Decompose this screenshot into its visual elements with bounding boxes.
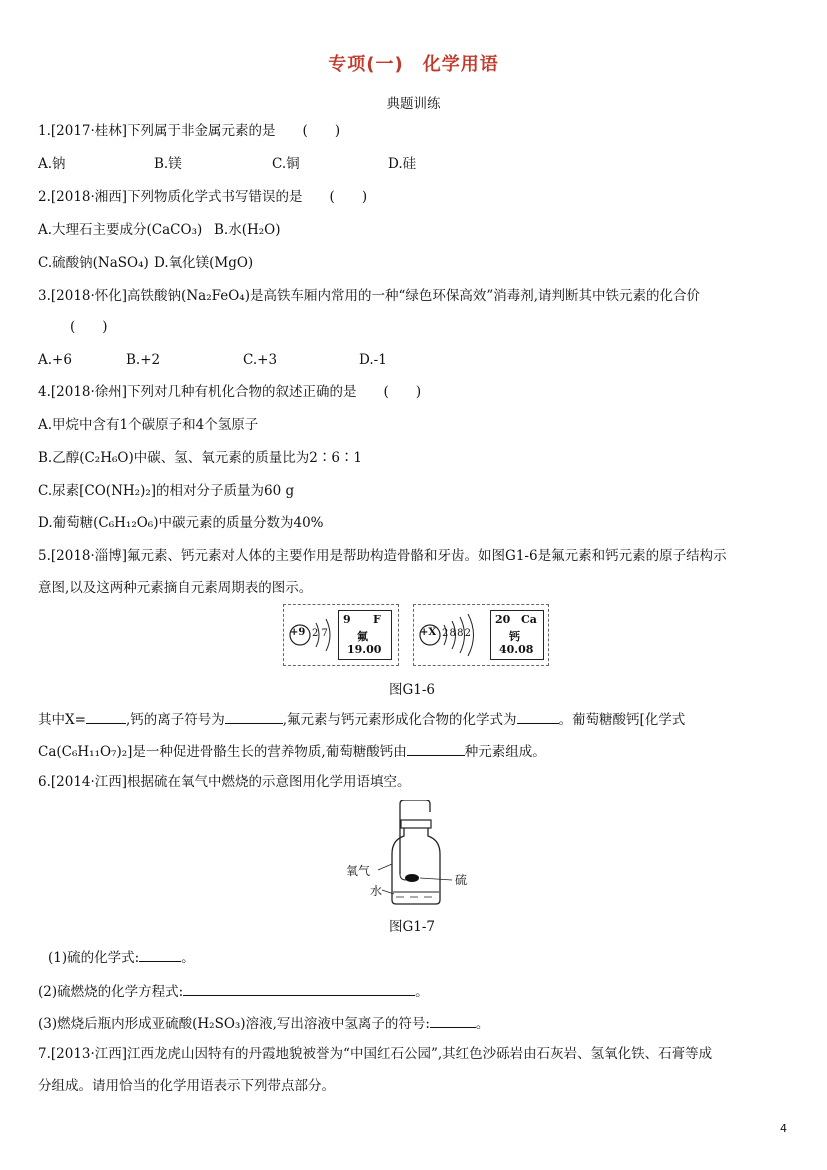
q6-blank-3[interactable] xyxy=(430,1013,476,1028)
q1-option-b: B.镁 xyxy=(154,156,182,172)
q5-text-c: ,氟元素与钙元素形成化合物的化学式为 xyxy=(282,712,517,728)
q2-option-d: D.氧化镁(MgO) xyxy=(154,255,254,271)
fluorine-periodic-cell xyxy=(338,610,392,660)
q4-option-d: D.葡萄糖(C₆H₁₂O₆)中碳元素的质量分数为40% xyxy=(38,515,324,531)
q2-option-a: A.大理石主要成分(CaCO₃) xyxy=(38,222,203,238)
fluorine-mass: 19.00 xyxy=(347,643,382,656)
q5-blank-ion[interactable] xyxy=(225,709,283,724)
q1-option-c: C.铜 xyxy=(272,156,300,172)
fluorine-number: 9 xyxy=(343,613,351,626)
q5-blank-elements[interactable] xyxy=(407,741,465,756)
calcium-name: 钙 xyxy=(509,630,520,643)
q5-blank-formula[interactable] xyxy=(517,709,559,724)
q7-stem-line2: 分组成。请用恰当的化学用语表示下列带点部分。 xyxy=(38,1078,335,1094)
calcium-periodic-cell xyxy=(490,610,544,660)
q5-text-d: 。葡萄糖酸钙[化学式 xyxy=(558,712,686,728)
figure-g1-7-caption: 图G1-7 xyxy=(389,919,436,935)
q6-sub3-end: 。 xyxy=(475,1016,490,1032)
q5-text-e: Ca(C₆H₁₁O₇)₂]是一种促进骨骼生长的营养物质,葡萄糖酸钙由 xyxy=(38,744,407,760)
label-sulfur: 硫 xyxy=(455,873,468,887)
q1-option-d: D.硅 xyxy=(388,156,417,172)
label-water: 水 xyxy=(370,884,383,898)
q3-option-c: C.+3 xyxy=(243,352,278,368)
calcium-number: 20 xyxy=(495,613,511,626)
q6-sub2-text: (2)硫燃烧的化学方程式: xyxy=(38,984,184,1000)
q5-blank-x[interactable] xyxy=(86,709,126,724)
q4-option-b: B.乙醇(C₂H₆O)中碳、氢、氧元素的质量比为2∶6∶1 xyxy=(38,450,363,466)
figure-g1-6-caption: 图G1-6 xyxy=(389,682,436,698)
q2-option-b: B.水(H₂O) xyxy=(214,222,281,238)
q1-option-a: A.钠 xyxy=(38,156,66,172)
fluorine-shells: 2 7 xyxy=(312,628,328,639)
q5-text-b: ,钙的离子符号为 xyxy=(125,712,225,728)
q6-sub1-text: (1)硫的化学式: xyxy=(48,950,140,966)
q3-option-a: A.+6 xyxy=(38,352,72,368)
q4-option-c: C.尿素[CO(NH₂)₂]的相对分子质量为60 g xyxy=(38,483,295,499)
q5-stem-line2: 意图,以及这两种元素摘自元素周期表的图示。 xyxy=(38,580,313,596)
q6-stem: 6.[2014·江西]根据硫在氧气中燃烧的示意图用化学用语填空。 xyxy=(38,774,411,790)
q5-answer-line1 xyxy=(38,709,685,729)
q6-sub3 xyxy=(38,1013,489,1033)
fluorine-symbol: F xyxy=(373,613,381,626)
q3-option-d: D.-1 xyxy=(359,352,387,368)
q5-text-a: 其中X= xyxy=(38,712,86,728)
q6-sub3-text: (3)燃烧后瓶内形成亚硫酸(H₂SO₃)溶液,写出溶液中氢离子的符号: xyxy=(38,1016,430,1032)
page-title: 专项(一) 化学用语 xyxy=(328,54,499,75)
q2-stem: 2.[2018·湘西]下列物质化学式书写错误的是 ( ) xyxy=(38,189,368,205)
q6-sub1-end: 。 xyxy=(181,950,195,966)
q3-option-b: B.+2 xyxy=(126,352,161,368)
q4-stem: 4.[2018·徐州]下列对几种有机化合物的叙述正确的是 ( ) xyxy=(38,384,422,400)
calcium-figure xyxy=(413,604,549,666)
q4-option-a: A.甲烷中含有1个碳原子和4个氢原子 xyxy=(38,417,259,433)
fluorine-name: 氟 xyxy=(357,630,368,643)
sulfur-combustion-diagram xyxy=(370,800,480,908)
page-number: 4 xyxy=(780,1122,787,1135)
calcium-symbol: Ca xyxy=(521,613,537,626)
q6-blank-1[interactable] xyxy=(139,947,181,962)
q6-sub1 xyxy=(48,947,195,967)
page-subtitle: 典题训练 xyxy=(386,96,441,112)
q5-text-f: 种元素组成。 xyxy=(464,744,546,760)
calcium-mass: 40.08 xyxy=(499,643,534,656)
label-oxygen: 氧气 xyxy=(346,864,371,878)
q6-sub2-end: 。 xyxy=(415,984,429,1000)
q6-sub2 xyxy=(38,981,429,1001)
q6-blank-2[interactable] xyxy=(183,981,415,996)
q3-stem-line2: ( ) xyxy=(70,319,108,335)
fluorine-figure xyxy=(283,604,399,666)
q5-stem-line1: 5.[2018·淄博]氟元素、钙元素对人体的主要作用是帮助构造骨骼和牙齿。如图G1-6是氟元素和钙元素的原子结构示 xyxy=(38,548,727,564)
fluorine-nucleus: +9 xyxy=(290,627,306,638)
calcium-nucleus: +X xyxy=(420,627,437,638)
calcium-shells: 2 8 8 2 xyxy=(442,628,470,639)
q1-stem: 1.[2017·桂林]下列属于非金属元素的是 ( ) xyxy=(38,123,341,139)
q2-option-c: C.硫酸钠(NaSO₄) xyxy=(38,255,149,271)
q5-answer-line2 xyxy=(38,741,546,761)
q3-stem-line1: 3.[2018·怀化]高铁酸钠(Na₂FeO₄)是高铁车厢内常用的一种“绿色环保高效”消毒剂,请判断其中铁元素的化合价 xyxy=(38,288,701,304)
q7-stem-line1: 7.[2013·江西]江西龙虎山因特有的丹霞地貌被誉为“中国红石公园”,其红色沙砾岩由石灰岩、氢氧化铁、石膏等成 xyxy=(38,1046,713,1062)
